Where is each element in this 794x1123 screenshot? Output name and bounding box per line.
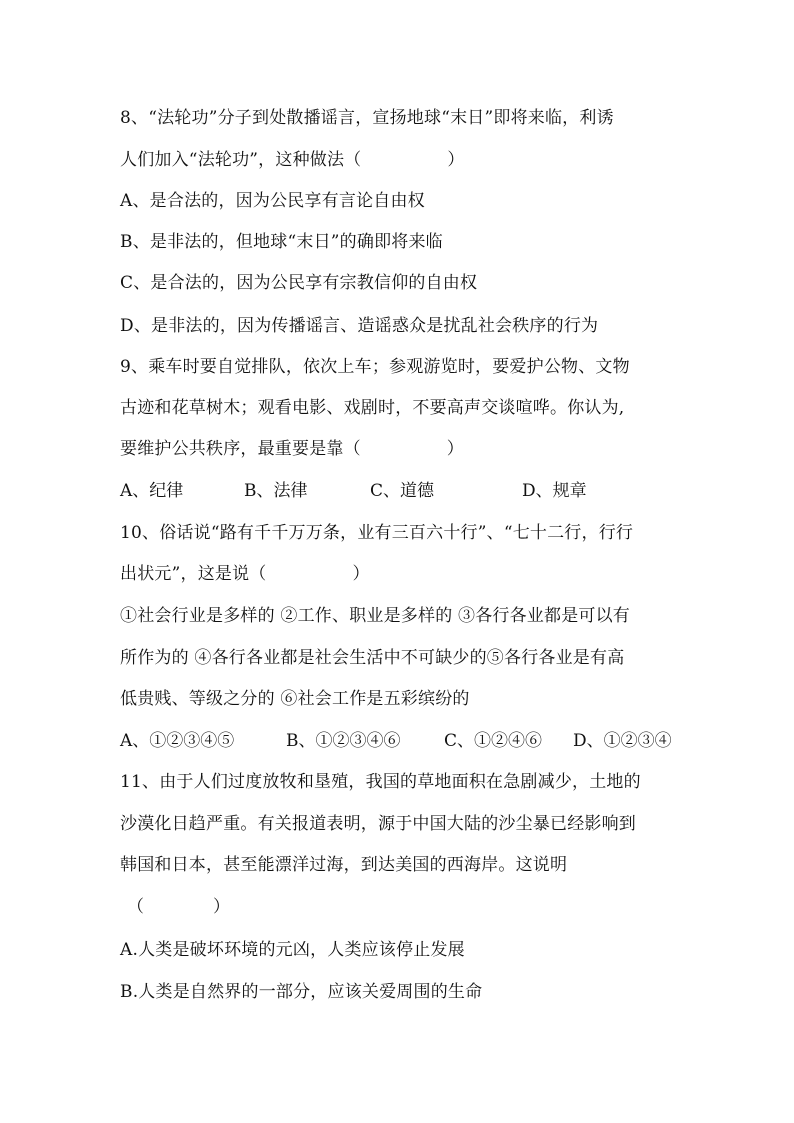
- q9-option-d: D、规章: [522, 481, 587, 501]
- q8-option-d: D、是非法的，因为传播谣言、造谣惑众是扰乱社会秩序的行为: [120, 316, 599, 336]
- q8-stem-line-1: 8、“法轮功”分子到处散播谣言，宣扬地球“末日”即将来临，利诱: [120, 108, 614, 128]
- q9-stem-line-1: 9、乘车时要自觉排队，依次上车；参观游览时，要爱护公物、文物: [120, 357, 630, 377]
- q9-option-b: B、法律: [244, 481, 308, 501]
- q9-option-a: A、纪律: [120, 481, 184, 501]
- q10-statements-line-2: 所作为的 ④各行各业都是社会生活中不可缺少的⑤各行各业是有高: [120, 648, 625, 668]
- q9-stem-line-2: 古迹和花草树木；观看电影、戏剧时，不要高声交谈喧哗。你认为,: [120, 398, 625, 418]
- q8-option-c: C、是合法的，因为公民享有宗教信仰的自由权: [120, 273, 478, 293]
- q8-option-b: B、是非法的，但地球“末日”的确即将来临: [120, 232, 443, 252]
- q8-option-a: A、是合法的，因为公民享有言论自由权: [120, 191, 425, 211]
- q11-stem-line-3: 韩国和日本，甚至能漂洋过海，到达美国的西海岸。这说明: [120, 855, 568, 875]
- q10-statements-line-1: ①社会行业是多样的 ②工作、职业是多样的 ③各行各业都是可以有: [120, 606, 631, 626]
- q11-option-b: B.人类是自然界的一部分，应该关爱周围的生命: [120, 982, 483, 1002]
- q9-option-c: C、道德: [370, 481, 435, 501]
- q10-option-a: A、①②③④⑤: [120, 731, 235, 751]
- q10-option-b: B、①②③④⑥: [286, 731, 401, 751]
- q10-option-c: C、①②④⑥: [444, 731, 543, 751]
- q11-answer-blank: （ ）: [127, 897, 231, 917]
- q11-stem-line-1: 11、由于人们过度放牧和垦殖，我国的草地面积在急剧减少，土地的: [120, 772, 641, 792]
- q10-statements-line-3: 低贵贱、等级之分的 ⑥社会工作是五彩缤纷的: [120, 689, 470, 709]
- q8-stem-line-2: 人们加入“法轮功”，这种做法（ ）: [120, 150, 465, 170]
- q11-stem-line-2: 沙漠化日趋严重。有关报道表明，源于中国大陆的沙尘暴已经影响到: [120, 814, 636, 834]
- q10-stem-line-2: 出状元”，这是说（ ）: [120, 564, 370, 584]
- q10-option-d: D、①②③④: [573, 731, 672, 751]
- q11-option-a: A.人类是破坏环境的元凶，人类应该停止发展: [120, 940, 465, 960]
- q10-stem-line-1: 10、俗话说“路有千千万万条，业有三百六十行”、“七十二行，行行: [120, 523, 634, 543]
- q9-stem-line-3: 要维护公共秩序，最重要是靠（ ）: [120, 439, 464, 459]
